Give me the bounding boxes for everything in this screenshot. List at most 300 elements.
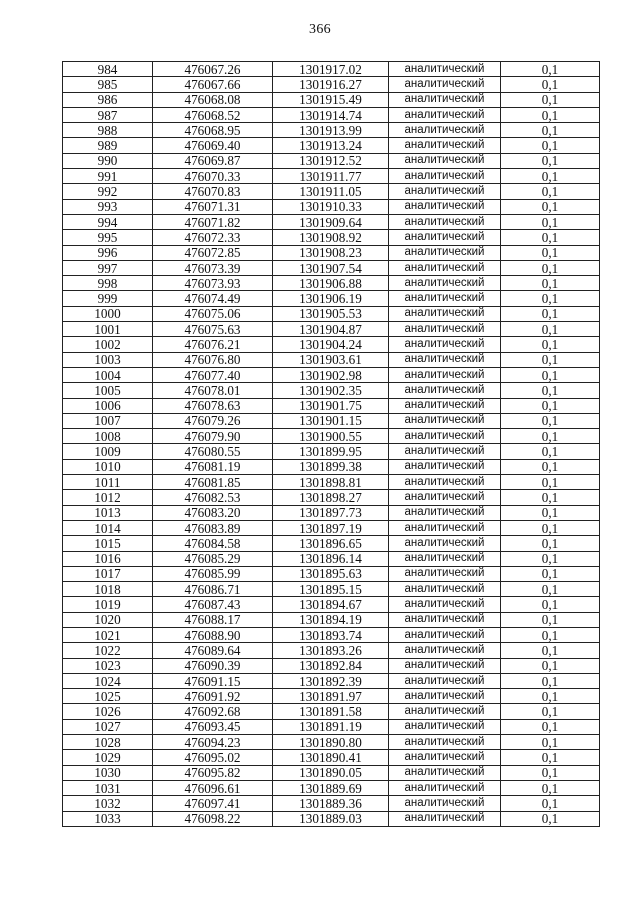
accuracy-cell: 0,1 <box>501 643 600 658</box>
y-coordinate-cell: 1301889.69 <box>273 780 389 795</box>
method-cell: аналитический <box>389 429 501 444</box>
y-coordinate-cell: 1301916.27 <box>273 77 389 92</box>
method-cell: аналитический <box>389 260 501 275</box>
point-number-cell: 1014 <box>63 520 153 535</box>
x-coordinate-cell: 476070.33 <box>153 169 273 184</box>
table-row <box>63 490 600 505</box>
table-row <box>63 306 600 321</box>
table-row <box>63 230 600 245</box>
point-number-cell: 1012 <box>63 490 153 505</box>
y-coordinate-cell: 1301910.33 <box>273 199 389 214</box>
accuracy-cell: 0,1 <box>501 627 600 642</box>
x-coordinate-cell: 476090.39 <box>153 658 273 673</box>
point-number-cell: 994 <box>63 214 153 229</box>
table-row <box>63 551 600 566</box>
x-coordinate-cell: 476078.63 <box>153 398 273 413</box>
y-coordinate-cell: 1301906.19 <box>273 291 389 306</box>
y-coordinate-cell: 1301901.15 <box>273 413 389 428</box>
method-cell: аналитический <box>389 169 501 184</box>
point-number-cell: 985 <box>63 77 153 92</box>
y-coordinate-cell: 1301899.95 <box>273 444 389 459</box>
table-row <box>63 352 600 367</box>
point-number-cell: 1009 <box>63 444 153 459</box>
accuracy-cell: 0,1 <box>501 520 600 535</box>
x-coordinate-cell: 476070.83 <box>153 184 273 199</box>
method-cell: аналитический <box>389 276 501 291</box>
table-row <box>63 169 600 184</box>
method-cell: аналитический <box>389 444 501 459</box>
y-coordinate-cell: 1301899.38 <box>273 459 389 474</box>
method-cell: аналитический <box>389 77 501 92</box>
accuracy-cell: 0,1 <box>501 673 600 688</box>
x-coordinate-cell: 476097.41 <box>153 796 273 811</box>
y-coordinate-cell: 1301912.52 <box>273 153 389 168</box>
point-number-cell: 1013 <box>63 505 153 520</box>
accuracy-cell: 0,1 <box>501 107 600 122</box>
point-number-cell: 988 <box>63 123 153 138</box>
x-coordinate-cell: 476068.08 <box>153 92 273 107</box>
y-coordinate-cell: 1301893.74 <box>273 627 389 642</box>
method-cell: аналитический <box>389 352 501 367</box>
point-number-cell: 1018 <box>63 582 153 597</box>
y-coordinate-cell: 1301908.23 <box>273 245 389 260</box>
page-number: 366 <box>309 22 331 37</box>
y-coordinate-cell: 1301897.73 <box>273 505 389 520</box>
method-cell: аналитический <box>389 704 501 719</box>
x-coordinate-cell: 476087.43 <box>153 597 273 612</box>
y-coordinate-cell: 1301907.54 <box>273 260 389 275</box>
accuracy-cell: 0,1 <box>501 582 600 597</box>
x-coordinate-cell: 476085.99 <box>153 566 273 581</box>
method-cell: аналитический <box>389 536 501 551</box>
table-row <box>63 62 600 77</box>
y-coordinate-cell: 1301889.36 <box>273 796 389 811</box>
table-row <box>63 566 600 581</box>
accuracy-cell: 0,1 <box>501 459 600 474</box>
accuracy-cell: 0,1 <box>501 566 600 581</box>
point-number-cell: 991 <box>63 169 153 184</box>
x-coordinate-cell: 476078.01 <box>153 383 273 398</box>
accuracy-cell: 0,1 <box>501 245 600 260</box>
method-cell: аналитический <box>389 490 501 505</box>
accuracy-cell: 0,1 <box>501 429 600 444</box>
table-row <box>63 643 600 658</box>
table-row <box>63 123 600 138</box>
accuracy-cell: 0,1 <box>501 138 600 153</box>
table-row <box>63 245 600 260</box>
accuracy-cell: 0,1 <box>501 230 600 245</box>
y-coordinate-cell: 1301902.35 <box>273 383 389 398</box>
y-coordinate-cell: 1301895.15 <box>273 582 389 597</box>
point-number-cell: 984 <box>63 62 153 77</box>
accuracy-cell: 0,1 <box>501 260 600 275</box>
x-coordinate-cell: 476085.29 <box>153 551 273 566</box>
table-row <box>63 367 600 382</box>
point-number-cell: 1007 <box>63 413 153 428</box>
point-number-cell: 1031 <box>63 780 153 795</box>
method-cell: аналитический <box>389 719 501 734</box>
x-coordinate-cell: 476089.64 <box>153 643 273 658</box>
method-cell: аналитический <box>389 505 501 520</box>
method-cell: аналитический <box>389 245 501 260</box>
x-coordinate-cell: 476079.26 <box>153 413 273 428</box>
x-coordinate-cell: 476091.92 <box>153 689 273 704</box>
y-coordinate-cell: 1301891.97 <box>273 689 389 704</box>
method-cell: аналитический <box>389 551 501 566</box>
accuracy-cell: 0,1 <box>501 123 600 138</box>
method-cell: аналитический <box>389 322 501 337</box>
method-cell: аналитический <box>389 138 501 153</box>
method-cell: аналитический <box>389 689 501 704</box>
method-cell: аналитический <box>389 475 501 490</box>
x-coordinate-cell: 476072.33 <box>153 230 273 245</box>
x-coordinate-cell: 476069.87 <box>153 153 273 168</box>
y-coordinate-cell: 1301895.63 <box>273 566 389 581</box>
table-row <box>63 475 600 490</box>
x-coordinate-cell: 476096.61 <box>153 780 273 795</box>
point-number-cell: 1003 <box>63 352 153 367</box>
table-row <box>63 398 600 413</box>
table-row <box>63 536 600 551</box>
y-coordinate-cell: 1301890.41 <box>273 750 389 765</box>
accuracy-cell: 0,1 <box>501 536 600 551</box>
point-number-cell: 998 <box>63 276 153 291</box>
point-number-cell: 1021 <box>63 627 153 642</box>
point-number-cell: 1006 <box>63 398 153 413</box>
method-cell: аналитический <box>389 398 501 413</box>
point-number-cell: 1020 <box>63 612 153 627</box>
x-coordinate-cell: 476086.71 <box>153 582 273 597</box>
y-coordinate-cell: 1301908.92 <box>273 230 389 245</box>
x-coordinate-cell: 476083.20 <box>153 505 273 520</box>
accuracy-cell: 0,1 <box>501 704 600 719</box>
point-number-cell: 1030 <box>63 765 153 780</box>
coordinates-table <box>62 61 600 827</box>
x-coordinate-cell: 476067.66 <box>153 77 273 92</box>
table-row <box>63 92 600 107</box>
table-row <box>63 750 600 765</box>
accuracy-cell: 0,1 <box>501 765 600 780</box>
x-coordinate-cell: 476073.39 <box>153 260 273 275</box>
point-number-cell: 1019 <box>63 597 153 612</box>
accuracy-cell: 0,1 <box>501 367 600 382</box>
table-row <box>63 765 600 780</box>
x-coordinate-cell: 476067.26 <box>153 62 273 77</box>
point-number-cell: 1024 <box>63 673 153 688</box>
point-number-cell: 1002 <box>63 337 153 352</box>
x-coordinate-cell: 476081.85 <box>153 475 273 490</box>
x-coordinate-cell: 476068.52 <box>153 107 273 122</box>
point-number-cell: 1011 <box>63 475 153 490</box>
method-cell: аналитический <box>389 658 501 673</box>
accuracy-cell: 0,1 <box>501 612 600 627</box>
table-row <box>63 337 600 352</box>
table-row <box>63 612 600 627</box>
method-cell: аналитический <box>389 306 501 321</box>
x-coordinate-cell: 476094.23 <box>153 735 273 750</box>
point-number-cell: 1005 <box>63 383 153 398</box>
y-coordinate-cell: 1301894.67 <box>273 597 389 612</box>
table-row <box>63 719 600 734</box>
point-number-cell: 1032 <box>63 796 153 811</box>
point-number-cell: 1001 <box>63 322 153 337</box>
y-coordinate-cell: 1301897.19 <box>273 520 389 535</box>
y-coordinate-cell: 1301892.84 <box>273 658 389 673</box>
x-coordinate-cell: 476088.90 <box>153 627 273 642</box>
accuracy-cell: 0,1 <box>501 505 600 520</box>
x-coordinate-cell: 476079.90 <box>153 429 273 444</box>
y-coordinate-cell: 1301914.74 <box>273 107 389 122</box>
table-row <box>63 77 600 92</box>
y-coordinate-cell: 1301903.61 <box>273 352 389 367</box>
y-coordinate-cell: 1301891.19 <box>273 719 389 734</box>
y-coordinate-cell: 1301900.55 <box>273 429 389 444</box>
table-row <box>63 704 600 719</box>
accuracy-cell: 0,1 <box>501 291 600 306</box>
method-cell: аналитический <box>389 673 501 688</box>
x-coordinate-cell: 476088.17 <box>153 612 273 627</box>
x-coordinate-cell: 476075.06 <box>153 306 273 321</box>
table-row <box>63 520 600 535</box>
method-cell: аналитический <box>389 184 501 199</box>
table-row <box>63 658 600 673</box>
table-row <box>63 627 600 642</box>
point-number-cell: 1010 <box>63 459 153 474</box>
accuracy-cell: 0,1 <box>501 199 600 214</box>
table-row <box>63 291 600 306</box>
accuracy-cell: 0,1 <box>501 77 600 92</box>
method-cell: аналитический <box>389 62 501 77</box>
table-row <box>63 107 600 122</box>
accuracy-cell: 0,1 <box>501 735 600 750</box>
point-number-cell: 997 <box>63 260 153 275</box>
x-coordinate-cell: 476084.58 <box>153 536 273 551</box>
method-cell: аналитический <box>389 811 501 826</box>
table-row <box>63 444 600 459</box>
accuracy-cell: 0,1 <box>501 413 600 428</box>
table-row <box>63 153 600 168</box>
method-cell: аналитический <box>389 765 501 780</box>
accuracy-cell: 0,1 <box>501 398 600 413</box>
method-cell: аналитический <box>389 199 501 214</box>
point-number-cell: 996 <box>63 245 153 260</box>
accuracy-cell: 0,1 <box>501 750 600 765</box>
table-row <box>63 383 600 398</box>
accuracy-cell: 0,1 <box>501 475 600 490</box>
table-row <box>63 138 600 153</box>
table-row <box>63 413 600 428</box>
accuracy-cell: 0,1 <box>501 276 600 291</box>
point-number-cell: 1017 <box>63 566 153 581</box>
accuracy-cell: 0,1 <box>501 214 600 229</box>
y-coordinate-cell: 1301904.24 <box>273 337 389 352</box>
method-cell: аналитический <box>389 780 501 795</box>
x-coordinate-cell: 476076.21 <box>153 337 273 352</box>
point-number-cell: 1026 <box>63 704 153 719</box>
accuracy-cell: 0,1 <box>501 490 600 505</box>
x-coordinate-cell: 476095.82 <box>153 765 273 780</box>
point-number-cell: 999 <box>63 291 153 306</box>
y-coordinate-cell: 1301905.53 <box>273 306 389 321</box>
table-row <box>63 260 600 275</box>
accuracy-cell: 0,1 <box>501 780 600 795</box>
method-cell: аналитический <box>389 92 501 107</box>
y-coordinate-cell: 1301906.88 <box>273 276 389 291</box>
method-cell: аналитический <box>389 566 501 581</box>
method-cell: аналитический <box>389 796 501 811</box>
table-row <box>63 735 600 750</box>
accuracy-cell: 0,1 <box>501 62 600 77</box>
method-cell: аналитический <box>389 627 501 642</box>
method-cell: аналитический <box>389 750 501 765</box>
x-coordinate-cell: 476076.80 <box>153 352 273 367</box>
y-coordinate-cell: 1301915.49 <box>273 92 389 107</box>
accuracy-cell: 0,1 <box>501 352 600 367</box>
x-coordinate-cell: 476091.15 <box>153 673 273 688</box>
method-cell: аналитический <box>389 230 501 245</box>
method-cell: аналитический <box>389 735 501 750</box>
method-cell: аналитический <box>389 643 501 658</box>
x-coordinate-cell: 476083.89 <box>153 520 273 535</box>
accuracy-cell: 0,1 <box>501 153 600 168</box>
method-cell: аналитический <box>389 612 501 627</box>
accuracy-cell: 0,1 <box>501 322 600 337</box>
accuracy-cell: 0,1 <box>501 658 600 673</box>
x-coordinate-cell: 476077.40 <box>153 367 273 382</box>
table-row <box>63 597 600 612</box>
method-cell: аналитический <box>389 291 501 306</box>
method-cell: аналитический <box>389 383 501 398</box>
point-number-cell: 1004 <box>63 367 153 382</box>
table-row <box>63 459 600 474</box>
x-coordinate-cell: 476071.31 <box>153 199 273 214</box>
point-number-cell: 1016 <box>63 551 153 566</box>
method-cell: аналитический <box>389 520 501 535</box>
x-coordinate-cell: 476074.49 <box>153 291 273 306</box>
table-row <box>63 505 600 520</box>
point-number-cell: 1033 <box>63 811 153 826</box>
x-coordinate-cell: 476068.95 <box>153 123 273 138</box>
y-coordinate-cell: 1301901.75 <box>273 398 389 413</box>
accuracy-cell: 0,1 <box>501 551 600 566</box>
accuracy-cell: 0,1 <box>501 92 600 107</box>
accuracy-cell: 0,1 <box>501 337 600 352</box>
method-cell: аналитический <box>389 337 501 352</box>
x-coordinate-cell: 476093.45 <box>153 719 273 734</box>
x-coordinate-cell: 476073.93 <box>153 276 273 291</box>
table-row <box>63 796 600 811</box>
y-coordinate-cell: 1301898.81 <box>273 475 389 490</box>
table-row <box>63 780 600 795</box>
point-number-cell: 986 <box>63 92 153 107</box>
point-number-cell: 1025 <box>63 689 153 704</box>
y-coordinate-cell: 1301904.87 <box>273 322 389 337</box>
table-row <box>63 184 600 199</box>
method-cell: аналитический <box>389 597 501 612</box>
y-coordinate-cell: 1301913.24 <box>273 138 389 153</box>
point-number-cell: 993 <box>63 199 153 214</box>
accuracy-cell: 0,1 <box>501 184 600 199</box>
point-number-cell: 995 <box>63 230 153 245</box>
accuracy-cell: 0,1 <box>501 444 600 459</box>
x-coordinate-cell: 476069.40 <box>153 138 273 153</box>
y-coordinate-cell: 1301889.03 <box>273 811 389 826</box>
method-cell: аналитический <box>389 413 501 428</box>
accuracy-cell: 0,1 <box>501 597 600 612</box>
method-cell: аналитический <box>389 153 501 168</box>
point-number-cell: 990 <box>63 153 153 168</box>
point-number-cell: 1029 <box>63 750 153 765</box>
accuracy-cell: 0,1 <box>501 796 600 811</box>
table-row <box>63 429 600 444</box>
x-coordinate-cell: 476098.22 <box>153 811 273 826</box>
point-number-cell: 1027 <box>63 719 153 734</box>
y-coordinate-cell: 1301911.77 <box>273 169 389 184</box>
accuracy-cell: 0,1 <box>501 811 600 826</box>
table-row <box>63 276 600 291</box>
method-cell: аналитический <box>389 367 501 382</box>
point-number-cell: 1008 <box>63 429 153 444</box>
table-row <box>63 199 600 214</box>
y-coordinate-cell: 1301898.27 <box>273 490 389 505</box>
point-number-cell: 1023 <box>63 658 153 673</box>
method-cell: аналитический <box>389 459 501 474</box>
y-coordinate-cell: 1301890.05 <box>273 765 389 780</box>
table-row <box>63 673 600 688</box>
y-coordinate-cell: 1301909.64 <box>273 214 389 229</box>
x-coordinate-cell: 476080.55 <box>153 444 273 459</box>
coordinates-table-body <box>63 62 600 827</box>
point-number-cell: 1000 <box>63 306 153 321</box>
table-row <box>63 582 600 597</box>
point-number-cell: 989 <box>63 138 153 153</box>
y-coordinate-cell: 1301893.26 <box>273 643 389 658</box>
accuracy-cell: 0,1 <box>501 689 600 704</box>
accuracy-cell: 0,1 <box>501 306 600 321</box>
y-coordinate-cell: 1301917.02 <box>273 62 389 77</box>
x-coordinate-cell: 476082.53 <box>153 490 273 505</box>
method-cell: аналитический <box>389 107 501 122</box>
y-coordinate-cell: 1301890.80 <box>273 735 389 750</box>
point-number-cell: 987 <box>63 107 153 122</box>
method-cell: аналитический <box>389 582 501 597</box>
accuracy-cell: 0,1 <box>501 383 600 398</box>
x-coordinate-cell: 476092.68 <box>153 704 273 719</box>
y-coordinate-cell: 1301911.05 <box>273 184 389 199</box>
point-number-cell: 992 <box>63 184 153 199</box>
method-cell: аналитический <box>389 123 501 138</box>
method-cell: аналитический <box>389 214 501 229</box>
x-coordinate-cell: 476075.63 <box>153 322 273 337</box>
x-coordinate-cell: 476071.82 <box>153 214 273 229</box>
table-row <box>63 322 600 337</box>
table-row <box>63 214 600 229</box>
y-coordinate-cell: 1301896.14 <box>273 551 389 566</box>
y-coordinate-cell: 1301913.99 <box>273 123 389 138</box>
point-number-cell: 1028 <box>63 735 153 750</box>
table-row <box>63 689 600 704</box>
point-number-cell: 1015 <box>63 536 153 551</box>
y-coordinate-cell: 1301896.65 <box>273 536 389 551</box>
x-coordinate-cell: 476072.85 <box>153 245 273 260</box>
y-coordinate-cell: 1301894.19 <box>273 612 389 627</box>
table-row <box>63 811 600 826</box>
y-coordinate-cell: 1301902.98 <box>273 367 389 382</box>
x-coordinate-cell: 476095.02 <box>153 750 273 765</box>
x-coordinate-cell: 476081.19 <box>153 459 273 474</box>
accuracy-cell: 0,1 <box>501 169 600 184</box>
y-coordinate-cell: 1301892.39 <box>273 673 389 688</box>
